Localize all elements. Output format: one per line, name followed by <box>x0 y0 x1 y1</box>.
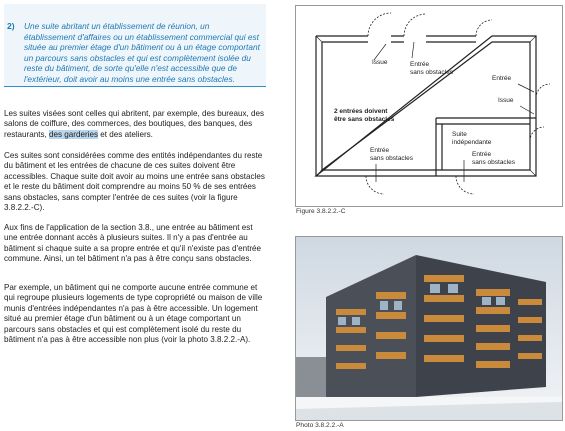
paragraph-suites-start: Les suites visées sont celles qui abritent, par exemple, des bureaux, des salons de coiffure, des commerces, des boutiques, des banques, des restaurants, <box>4 109 265 139</box>
label-entree-bottom-left-1: Entrée <box>370 147 390 154</box>
label-entree-bottom-left-2: sans obstacles <box>370 155 413 162</box>
callout-number: 2) <box>7 21 15 31</box>
figure-caption: Figure 3.8.2.2.-C <box>296 208 346 215</box>
floor-plan-drawing <box>296 6 562 206</box>
label-issue-right: Issue <box>498 97 514 104</box>
highlighted-text[interactable]: des garderies <box>49 129 99 139</box>
photo-caption: Photo 3.8.2.2.-A <box>296 422 344 429</box>
label-two-entries-1: 2 entrées doivent <box>334 108 388 115</box>
paragraph-example: Par exemple, un bâtiment qui ne comporte aucune entrée commune et qui regroupe plusieurs logements de type copropriété ou maison de ville munis d'entrées indépendantes n'a pas à être accessible. Un logement situé au premier étage d'un bâtiment ou à un étage comportant un parcours sans obstacles et qui est complètement isolé du reste du bâtiment n'a pas à être accessible non plus (voir la photo 3.8.2.2.-A). <box>4 283 263 345</box>
callout-text: Une suite abritant un établissement de réunion, un établissement d'affaires ou un établissement commercial qui est située au premier étage d'un bâtiment ou à un étage comportant un parcours sans obstacles et qui est complètement isolée du reste du bâtiment, de sorte qu'elle n'est accessible que de l'extérieur, doit avoir au moins une entrée sans obstacles. <box>24 21 260 84</box>
label-entree-bottom-right-1: Entrée <box>472 151 492 158</box>
label-entree-right: Entrée <box>492 75 512 82</box>
callout-box <box>4 4 266 87</box>
building-photo <box>295 236 563 421</box>
label-entree-top-2: sans obstacles <box>410 69 453 76</box>
building-illustration <box>296 237 562 420</box>
paragraph-entities: Ces suites sont considérées comme des entités indépendantes du reste du bâtiment et les entrées de chacune de ces suites doivent être accessibles. Chaque suite doit avoir au moins une entrée sans obstacles et le reste du bâtiment doit comprendre au moins 50 % de ses entrées sans obstacles, sans compter l'entrée de ces suites (voir la figure 3.8.2.2.-C). <box>4 151 265 213</box>
label-suite-1: Suite <box>452 131 467 138</box>
label-issue-top: Issue <box>372 59 388 66</box>
label-entree-bottom-right-2: sans obstacles <box>472 159 515 166</box>
label-two-entries-2: être sans obstacles <box>334 116 395 123</box>
paragraph-suites-end: et des ateliers. <box>98 129 153 139</box>
floor-plan-figure <box>295 5 563 207</box>
paragraph-building-entrance: Aux fins de l'application de la section 3.8., une entrée au bâtiment est une entrée donnant accès à plusieurs suites. Il n'y a pas d'entrée au bâtiment si chaque suite a sa propre entrée et qu'il n'existe pas d'entrée commune. Ainsi, un tel bâtiment n'a pas à être conçu sans obstacles. <box>4 223 262 264</box>
label-suite-2: indépendante <box>452 139 492 146</box>
label-entree-top-1: Entrée <box>410 61 430 68</box>
paragraph-suites <box>4 109 266 140</box>
